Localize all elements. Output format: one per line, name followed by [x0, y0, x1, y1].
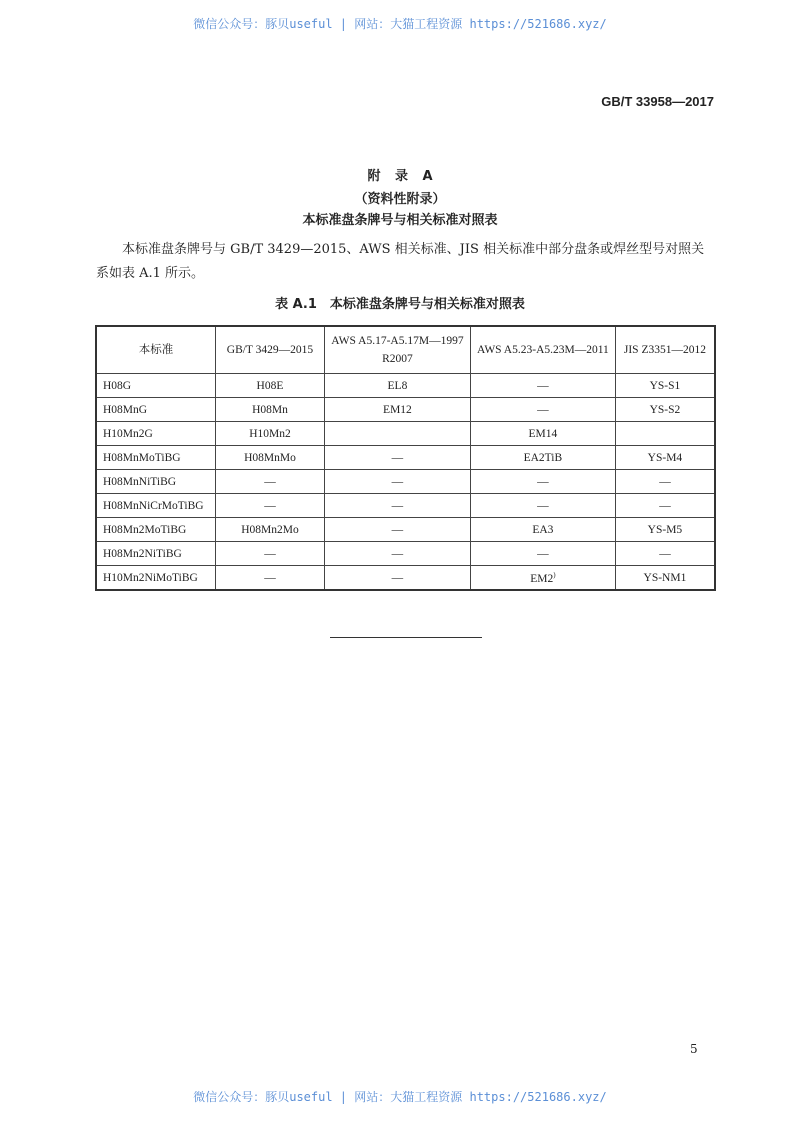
table-row	[96, 374, 715, 398]
table-row	[96, 398, 715, 422]
page-number: 5	[690, 1042, 698, 1056]
table-cell: EM2)	[470, 566, 615, 591]
table-cell: —	[324, 470, 470, 494]
table-cell: EL8	[324, 374, 470, 398]
standard-number: GB/T 33958—2017	[601, 94, 714, 109]
table-cell: H08MnG	[96, 398, 215, 422]
table-cell	[615, 422, 715, 446]
comparison-table	[95, 325, 716, 591]
table-cell: H08MnNiCrMoTiBG	[96, 494, 215, 518]
table-header-row	[96, 326, 715, 374]
table-cell: —	[324, 566, 470, 591]
table-row	[96, 518, 715, 542]
table-cell: —	[215, 494, 324, 518]
header-cell: JIS Z3351—2012	[615, 326, 715, 374]
table-caption: 表 A.1 本标准盘条牌号与相关标准对照表	[275, 297, 525, 312]
table-cell: —	[324, 494, 470, 518]
table-cell	[324, 422, 470, 446]
footnote-mark: )	[553, 570, 556, 579]
table-cell: EA2TiB	[470, 446, 615, 470]
header-cell: 本标准	[96, 326, 215, 374]
table-cell: —	[324, 446, 470, 470]
table-cell: —	[470, 374, 615, 398]
table-cell: H08Mn	[215, 398, 324, 422]
table-cell: —	[215, 470, 324, 494]
table-cell: —	[615, 542, 715, 566]
watermark-bottom: 微信公众号：豚贝useful | 网站：大猫工程资源 https://521686.xyz/	[193, 1090, 607, 1104]
table-cell: —	[470, 494, 615, 518]
table-row	[96, 542, 715, 566]
table-cell: —	[470, 398, 615, 422]
table-cell: H10Mn2	[215, 422, 324, 446]
header-line: AWS A5.17-A5.17M—1997	[331, 335, 464, 347]
table-cell: YS-S1	[615, 374, 715, 398]
table-cell: H08Mn2Mo	[215, 518, 324, 542]
watermark-top: 微信公众号：豚贝useful | 网站：大猫工程资源 https://521686.xyz/	[193, 17, 607, 31]
table-row	[96, 470, 715, 494]
table-cell: EM14	[470, 422, 615, 446]
table-cell: H08MnMo	[215, 446, 324, 470]
table-cell: —	[215, 542, 324, 566]
table-cell: —	[324, 518, 470, 542]
table-row	[96, 494, 715, 518]
appendix-subtitle: 本标准盘条牌号与相关标准对照表	[302, 213, 498, 228]
table-cell: —	[470, 470, 615, 494]
header-line: R2007	[382, 353, 413, 365]
table-cell: H10Mn2G	[96, 422, 215, 446]
header-cell: AWS A5.23-A5.23M—2011	[470, 326, 615, 374]
table-cell: —	[215, 566, 324, 591]
table-cell: YS-NM1	[615, 566, 715, 591]
table-cell: H10Mn2NiMoTiBG	[96, 566, 215, 591]
table-cell: —	[470, 542, 615, 566]
intro-paragraph: 本标准盘条牌号与 GB/T 3429—2015、AWS 相关标准、JIS 相关标准中部分盘条或焊丝型号对照关系如表 A.1 所示。	[96, 242, 705, 281]
table-row	[96, 422, 715, 446]
table-cell: H08MnNiTiBG	[96, 470, 215, 494]
table-cell: H08G	[96, 374, 215, 398]
table-cell: H08E	[215, 374, 324, 398]
table-cell: —	[324, 542, 470, 566]
table-cell: YS-S2	[615, 398, 715, 422]
table-cell: H08Mn2NiTiBG	[96, 542, 215, 566]
header-cell: GB/T 3429—2015	[215, 326, 324, 374]
table-cell: EM12	[324, 398, 470, 422]
table-cell: H08MnMoTiBG	[96, 446, 215, 470]
table-cell: YS-M4	[615, 446, 715, 470]
table-row	[96, 566, 715, 591]
table-cell: EA3	[470, 518, 615, 542]
header-cell	[324, 326, 470, 374]
table-cell: —	[615, 470, 715, 494]
table-cell: —	[615, 494, 715, 518]
table-row	[96, 446, 715, 470]
table-cell: YS-M5	[615, 518, 715, 542]
appendix-title: 附 录 A	[367, 169, 433, 184]
end-rule	[330, 637, 482, 638]
appendix-type: （资料性附录）	[354, 192, 446, 207]
table-cell: H08Mn2MoTiBG	[96, 518, 215, 542]
